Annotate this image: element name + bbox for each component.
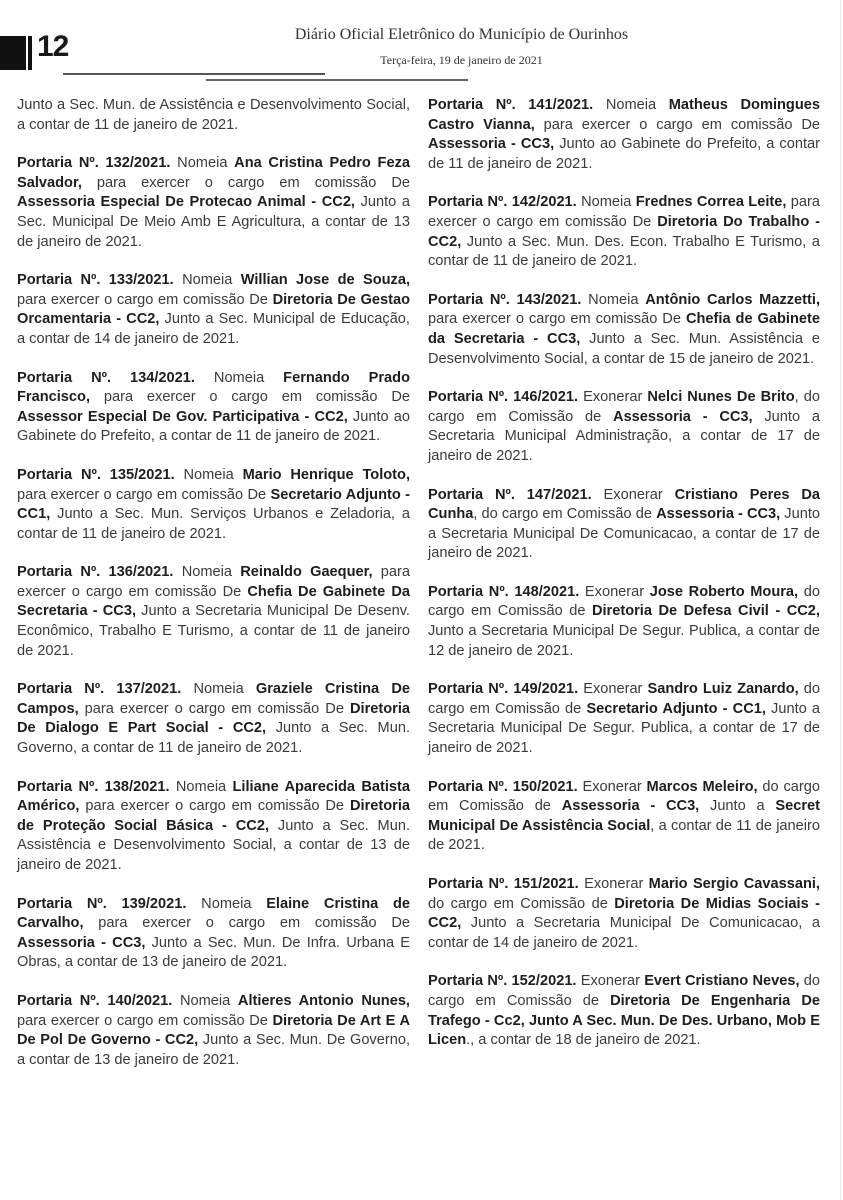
entry-text: Junto a Sec. Mun. De Infra. Urbana E Obras, a contar de 13 de janeiro de 2021. bbox=[17, 934, 410, 971]
entry-text: Nomeia bbox=[581, 291, 646, 308]
entry-text: Junto a Sec. Mun. Assistência e Desenvolvimento Social, a contar de 15 de janeiro de 2021. bbox=[428, 330, 820, 367]
entry-text: Nomeia bbox=[194, 369, 284, 386]
entry-text: para exercer o cargo em comissão De bbox=[90, 389, 410, 406]
entry-bold-text: Secret Municipal De Assistência Social bbox=[428, 798, 821, 834]
entry-text: para exercer o cargo em comissão De bbox=[83, 915, 410, 932]
entry-bold-text: Chefia de Gabinete da Secretaria - CC3, bbox=[428, 311, 820, 347]
portaria-entry bbox=[428, 972, 820, 1050]
entry-bold-text: Diretoria De Defesa Civil - CC2, bbox=[591, 603, 820, 620]
entry-bold-text: Chefia De Gabinete Da Secretaria - CC3, bbox=[17, 583, 410, 620]
entry-bold-text: Portaria Nº. 134/2021. bbox=[17, 369, 195, 386]
entry-text: Junto a Secretaria Municipal De Desenv. Econômico, Trabalho E Turismo, a contar de 11 de janeiro de 2021. bbox=[17, 603, 410, 659]
entry-text: Exonerar bbox=[578, 389, 648, 406]
entry-bold-text: Portaria Nº. 142/2021. bbox=[428, 194, 577, 211]
right-column bbox=[428, 96, 820, 1070]
entry-bold-text: Assessoria - CC3, bbox=[17, 934, 146, 951]
entry-text: para exercer o cargo em comissão De bbox=[81, 174, 410, 191]
entry-bold-text: Diretoria De Dialogo E Part Social - CC2, bbox=[17, 700, 410, 737]
entry-bold-text: Portaria Nº. 132/2021. bbox=[17, 155, 171, 172]
entry-bold-text: Fernando Prado Francisco, bbox=[17, 369, 410, 406]
entry-bold-text: Mario Henrique Toloto, bbox=[242, 466, 410, 483]
entry-text: Junto a Secretaria Municipal De Segur. Publica, a contar de 17 de janeiro de 2021. bbox=[428, 700, 820, 757]
entry-text: Nomeia bbox=[170, 155, 235, 172]
entry-text: Exonerar bbox=[579, 583, 650, 600]
entry-text: do cargo em Comissão de bbox=[428, 895, 615, 912]
entry-bold-text: Portaria Nº. 136/2021. bbox=[17, 564, 174, 581]
entry-bold-text: Portaria Nº. 149/2021. bbox=[428, 681, 579, 698]
entry-text: Junto a Secretaria Municipal De Segur. Publica, a contar de 12 de janeiro de 2021. bbox=[428, 623, 820, 659]
entry-text: Junto a Sec. Mun. Des. Econ. Trabalho E Turismo, a contar de 11 de janeiro de 2021. bbox=[428, 233, 820, 270]
entry-bold-text: Portaria Nº. 137/2021. bbox=[17, 681, 182, 698]
portaria-entry bbox=[17, 154, 410, 252]
entry-bold-text: Diretoria De Art E A De Pol De Governo - CC2, bbox=[17, 1012, 410, 1049]
entry-bold-text: Diretoria De Engenharia De Trafego - Cc2, Junto A Sec. Mun. De Des. Urbano, Mob E Licen bbox=[428, 992, 820, 1049]
entry-text: Exonerar bbox=[578, 681, 648, 698]
entry-text: Junto a Sec. Mun. Assistência e Desenvolvimento Social, a contar de 13 de janeiro de 2021. bbox=[17, 817, 410, 873]
portaria-entry bbox=[428, 193, 820, 271]
entry-text: Junto a Sec. Mun. Serviços Urbanos e Zeladoria, a contar de 11 de janeiro de 2021. bbox=[17, 506, 410, 542]
entry-text: Exonerar bbox=[577, 778, 647, 795]
entry-bold-text: Portaria Nº. 148/2021. bbox=[428, 583, 580, 600]
portaria-entry bbox=[17, 778, 410, 876]
entry-text: ., a contar de 18 de janeiro de 2021. bbox=[466, 1032, 701, 1049]
page-header bbox=[0, 0, 843, 90]
portaria-entry bbox=[428, 291, 820, 369]
entry-bold-text: Diretoria De Gestao Orcamentaria - CC2, bbox=[17, 291, 410, 328]
entry-text: para exercer o cargo em comissão De bbox=[79, 798, 350, 815]
entry-text: Nomeia bbox=[173, 564, 241, 581]
entry-bold-text: Portaria Nº. 139/2021. bbox=[17, 895, 187, 912]
entry-text: para exercer o cargo em comissão De bbox=[17, 1012, 273, 1029]
entry-text: do cargo em Comissão de bbox=[428, 778, 820, 815]
entry-text: Exonerar bbox=[591, 486, 675, 503]
entry-text: Junto a Secretaria Municipal De Comunicacao, a contar de 17 de janeiro de 2021. bbox=[428, 506, 820, 562]
entry-text: , a contar de 11 de janeiro de 2021. bbox=[428, 817, 820, 854]
entry-bold-text: Portaria Nº. 146/2021. bbox=[428, 389, 579, 406]
portaria-entry bbox=[17, 369, 410, 447]
portaria-entry bbox=[428, 680, 820, 758]
entry-bold-text: Elaine Cristina de Carvalho, bbox=[17, 895, 410, 932]
portaria-entry bbox=[17, 992, 410, 1070]
header-rule-upper bbox=[63, 73, 325, 75]
portaria-entry bbox=[17, 895, 410, 973]
entry-text: Junto a Sec. Mun. de Assistência e Desenvolvimento Social, a contar de 11 de janeiro de 2021. bbox=[17, 97, 410, 133]
entry-bold-text: Sandro Luiz Zanardo, bbox=[647, 681, 799, 698]
entry-bold-text: Portaria Nº. 150/2021. bbox=[428, 778, 578, 795]
entry-bold-text: Portaria Nº. 135/2021. bbox=[17, 466, 175, 483]
entry-text: para exercer o cargo em comissão De bbox=[17, 486, 271, 503]
entry-bold-text: Mario Sergio Cavassani, bbox=[648, 876, 820, 892]
entry-bold-text: Diretoria Do Trabalho - CC2, bbox=[428, 213, 820, 250]
entry-text: para exercer o cargo em comissão De bbox=[428, 194, 820, 230]
entry-text: , do cargo em Comissão de bbox=[473, 506, 657, 523]
page-number: 12 bbox=[37, 30, 69, 63]
entry-bold-text: Portaria Nº. 141/2021. bbox=[428, 97, 594, 113]
entry-text: Nomeia bbox=[186, 895, 267, 912]
entry-bold-text: Portaria Nº. 143/2021. bbox=[428, 291, 582, 308]
entry-bold-text: Matheus Domingues Castro Vianna, bbox=[428, 97, 820, 133]
entry-bold-text: Antônio Carlos Mazzetti, bbox=[645, 291, 820, 308]
portaria-entry bbox=[428, 875, 820, 953]
publication-title: Diário Oficial Eletrônico do Município de Ourinhos bbox=[294, 26, 629, 43]
entry-text: Junto a Secretaria Municipal Administração, a contar de 17 de janeiro de 2021. bbox=[428, 408, 820, 464]
entry-text: Nomeia bbox=[576, 194, 636, 211]
entry-text: Exonerar bbox=[578, 876, 649, 892]
entry-bold-text: Assessoria - CC3, bbox=[656, 506, 781, 523]
entry-bold-text: Assessoria Especial De Protecao Animal - CC2, bbox=[17, 194, 355, 211]
entry-text: Nomeia bbox=[173, 272, 241, 289]
entry-bold-text: Marcos Meleiro, bbox=[646, 778, 758, 795]
entry-text: Junto a Sec. Municipal De Meio Amb E Agricultura, a contar de 13 de janeiro de 2021. bbox=[17, 194, 411, 250]
left-column bbox=[17, 96, 410, 1089]
entry-bold-text: Secretario Adjunto - CC1, bbox=[17, 486, 410, 523]
entry-bold-text: Frednes Correa Leite, bbox=[635, 194, 787, 211]
entry-bold-text: Portaria Nº. 147/2021. bbox=[428, 486, 592, 503]
entry-bold-text: Evert Cristiano Neves, bbox=[644, 973, 800, 990]
entry-bold-text: Portaria Nº. 152/2021. bbox=[428, 973, 577, 990]
entry-bold-text: Liliane Aparecida Batista Américo, bbox=[17, 778, 410, 815]
entry-bold-text: Ana Cristina Pedro Feza Salvador, bbox=[17, 155, 410, 191]
portaria-entry bbox=[428, 486, 820, 564]
entry-text: Junto a Sec. Mun. Governo, a contar de 11 de janeiro de 2021. bbox=[17, 720, 410, 757]
portaria-entry bbox=[17, 466, 410, 544]
portaria-entry bbox=[17, 96, 410, 135]
entry-text: Junto a Sec. Municipal de Educação, a contar de 14 de janeiro de 2021. bbox=[17, 311, 410, 347]
entry-text: Junto a Secretaria Municipal De Comunicacao, a contar de 14 de janeiro de 2021. bbox=[428, 915, 820, 951]
entry-bold-text: Reinaldo Gaequer, bbox=[240, 564, 373, 581]
entry-bold-text: Portaria Nº. 140/2021. bbox=[17, 992, 173, 1009]
entry-bold-text: Portaria Nº. 138/2021. bbox=[17, 778, 170, 795]
entry-text: para exercer o cargo em comissão De bbox=[78, 700, 350, 717]
portaria-entry bbox=[428, 583, 820, 661]
entry-text: Junto ao Gabinete do Prefeito, a contar de 11 de janeiro de 2021. bbox=[428, 136, 820, 172]
page-edge bbox=[840, 0, 841, 1200]
entry-text: para exercer o cargo em comissão De bbox=[534, 116, 820, 133]
portaria-entry bbox=[17, 271, 410, 349]
entry-bold-text: Diretoria De Midias Sociais - CC2, bbox=[428, 895, 820, 932]
entry-bold-text: Assessoria - CC3, bbox=[561, 798, 700, 815]
portaria-entry bbox=[428, 388, 820, 466]
header-rule-lower bbox=[206, 79, 468, 81]
publication-date: Terça-feira, 19 de janeiro de 2021 bbox=[380, 53, 543, 67]
entry-bold-text: Jose Roberto Moura, bbox=[649, 583, 799, 600]
entry-text: Nomeia bbox=[169, 778, 233, 795]
entry-text: para exercer o cargo em comissão De bbox=[428, 311, 686, 328]
entry-bold-text: Assessoria - CC3, bbox=[613, 408, 753, 425]
entry-text: do cargo em Comissão de bbox=[428, 583, 820, 620]
entry-bold-text: Altieres Antonio Nunes, bbox=[237, 992, 410, 1009]
entry-text: Exonerar bbox=[576, 973, 645, 990]
entry-bold-text: Portaria Nº. 151/2021. bbox=[428, 876, 579, 892]
entry-text: Junto a bbox=[699, 798, 776, 815]
entry-bold-text: Portaria Nº. 133/2021. bbox=[17, 272, 174, 289]
portaria-entry bbox=[17, 680, 410, 758]
entry-text: , do cargo em Comissão de bbox=[428, 389, 820, 425]
entry-bold-text: Assessor Especial De Gov. Participativa - CC2, bbox=[17, 408, 348, 425]
entry-text: Junto a Sec. Mun. De Governo, a contar de 13 de janeiro de 2021. bbox=[17, 1032, 410, 1068]
entry-bold-text: Secretario Adjunto - CC1, bbox=[586, 700, 766, 717]
entry-bold-text: Cristiano Peres Da Cunha bbox=[428, 486, 820, 523]
entry-text: Junto ao Gabinete do Prefeito, a contar de 11 de janeiro de 2021. bbox=[17, 408, 410, 445]
entry-text: Nomeia bbox=[181, 681, 256, 698]
entry-text: Nomeia bbox=[174, 466, 243, 483]
portaria-entry bbox=[428, 778, 820, 856]
entry-bold-text: Assessoria - CC3, bbox=[428, 136, 555, 153]
entry-text: Nomeia bbox=[172, 992, 238, 1009]
entry-bold-text: Nelci Nunes De Brito bbox=[647, 389, 795, 406]
entry-bold-text: Diretoria de Proteção Social Básica - CC2, bbox=[17, 798, 410, 834]
entry-text: do cargo em Comissão de bbox=[428, 973, 820, 1009]
entry-bold-text: Willian Jose de Souza, bbox=[240, 272, 410, 289]
portaria-entry bbox=[17, 563, 410, 661]
entry-bold-text: Graziele Cristina De Campos, bbox=[17, 681, 410, 717]
entry-text: para exercer o cargo em comissão De bbox=[17, 291, 273, 308]
entry-text: para exercer o cargo em comissão De bbox=[17, 564, 411, 600]
entry-text: Nomeia bbox=[593, 97, 669, 113]
entry-text: do cargo em Comissão de bbox=[428, 681, 820, 717]
portaria-entry bbox=[428, 96, 820, 174]
